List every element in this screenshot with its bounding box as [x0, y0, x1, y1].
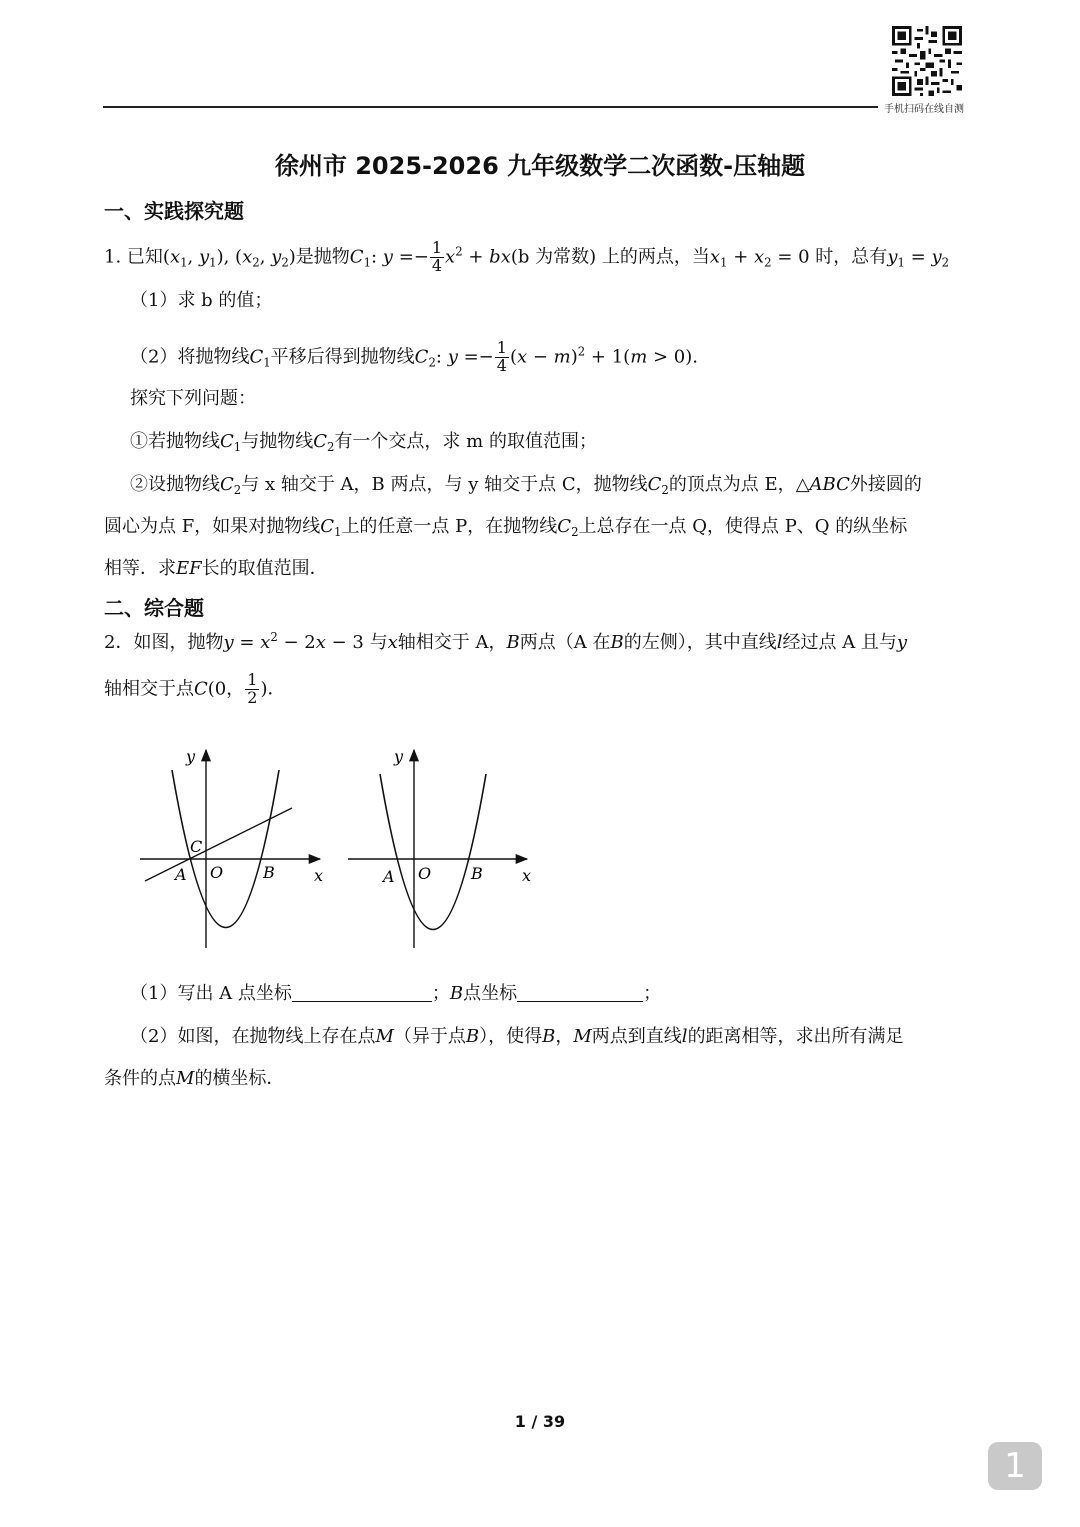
- section-heading-practice: 一、实践探究题: [104, 199, 244, 223]
- q1-sub2-line2: 圆心为点 F，如果对抛物线$C_1$上的任意一点 P，在抛物线$C_2$上总存在一点 Q，使得点 P、Q 的纵坐标: [104, 516, 908, 540]
- page-badge[interactable]: 1: [988, 1442, 1042, 1490]
- q2-statement-line2: 轴相交于点C(0， $\frac{1}{2}$ )．: [104, 670, 286, 707]
- q1-explore: 探究下列问题：: [130, 388, 256, 409]
- fig2-y-label: y: [394, 747, 404, 766]
- page-number: 1 / 39: [514, 1412, 566, 1431]
- header-rule: [103, 106, 878, 108]
- q1-statement: 1. 已知($x_1$, $y_1$), ($x_2$, $y_2$)是抛物$C_1$: y =− $\frac{1}{4}$ $x^2 + bx(b$ 为常数) 上的两点，当$x_1 + x_2 = 0$ 时，总有$y_1 = y_2$: [104, 238, 950, 275]
- figure-parabola-with-line: [138, 740, 338, 955]
- page-title: 徐州市 2025-2026 九年级数学二次函数-压轴题: [274, 152, 806, 180]
- section-heading-comprehensive: 二、综合题: [104, 596, 204, 620]
- q1-part2: （2）将抛物线$C_1$平移后得到抛物线$C_2$: y =− $\frac{1}{4}$ $(x - m)^2 + 1(m > 0)$.: [130, 338, 699, 375]
- q1-part1: （1）求 b 的值；: [130, 290, 273, 311]
- q1-sub1: ①若抛物线$C_1$与抛物线$C_2$有一个交点，求 m 的取值范围；: [130, 431, 597, 455]
- qr-code-icon[interactable]: [892, 26, 962, 96]
- fig1-o-label: O: [210, 863, 224, 882]
- fig1-y-label: y: [186, 747, 196, 766]
- figure-parabola: [345, 740, 545, 955]
- qr-caption: 手机扫码在线自测: [884, 104, 964, 115]
- answer-blank-b[interactable]: [517, 983, 643, 1002]
- answer-blank-a[interactable]: [292, 983, 432, 1002]
- q1-sub2-line3: 相等．求EF长的取值范围．: [104, 558, 328, 579]
- fig1-x-label: x: [314, 866, 324, 885]
- fig1-b-label: B: [263, 863, 275, 882]
- fig1-a-label: A: [175, 865, 187, 884]
- q2-part2-line1: （2）如图，在抛物线上存在点M（异于点B），使得B，M两点到直线l的距离相等，求出所有满足: [130, 1026, 904, 1047]
- q1-sub2-line1: ②设抛物线$C_2$与 x 轴交于 A，B 两点，与 y 轴交于点 C，抛物线$C_2$的顶点为点 E，△ABC外接圆的: [130, 474, 922, 498]
- fig2-x-label: x: [522, 866, 532, 885]
- q2-part1: （1）写出 A 点坐标 ；B点坐标 ；: [130, 983, 662, 1004]
- fig2-o-label: O: [418, 864, 432, 883]
- fig2-a-label: A: [383, 867, 395, 886]
- q2-part2-line2: 条件的点M的横坐标．: [104, 1068, 285, 1089]
- fig2-b-label: B: [471, 864, 483, 883]
- fig1-c-label: C: [190, 837, 203, 856]
- q2-statement-line1: 2．如图，抛物$y = x^2 - 2x - 3$ 与x轴相交于 A，B两点（A 在B的左侧），其中直线l经过点 A 且与y: [104, 630, 908, 654]
